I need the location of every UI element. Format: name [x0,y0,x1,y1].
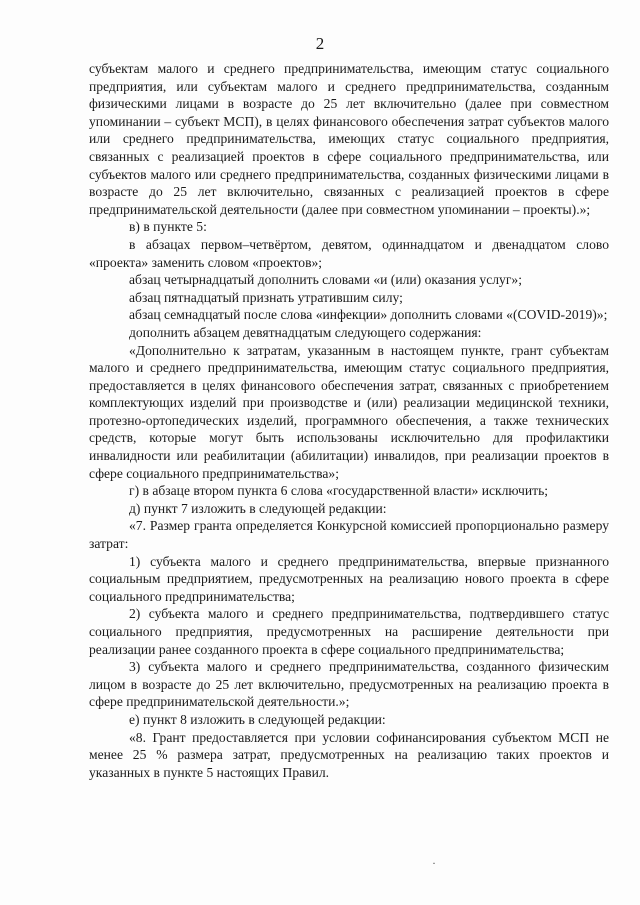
scan-speck: · [432,856,436,870]
paragraph: абзац семнадцатый после слова «инфекции» дополнить словами «(COVID-2019)»; [129,307,608,323]
paragraph: в абзацах первом–четвёртом, девятом, одиннадцатом и двенадцатом слово «проекта» заменить словом «проектов»; [89,236,609,270]
list-item: 1) субъекта малого и среднего предпринимательства, впервые признанного социальным предприятием, предусмотренных на реализацию нового проекта в сфере социального предпринимательства; [89,553,609,604]
paragraph: абзац пятнадцатый признать утратившим силу; [129,289,403,305]
quoted-paragraph: «8. Грант предоставляется при условии софинансирования субъектом МСП не менее 25 % размера затрат, предусмотренных на реализацию таких проектов и указанных в пункте 5 настоящих Правил. [89,729,609,780]
paragraph: дополнить абзацем девятнадцатым следующего содержания: [129,324,482,340]
paragraph: абзац четырнадцатый дополнить словами «и (или) оказания услуг»; [129,272,522,288]
quoted-paragraph: «Дополнительно к затратам, указанным в настоящем пункте, грант субъектам малого и среднего предпринимательства, имеющим статус социального предприятия, предоставляется в целях финансового обеспечения затрат, связанных с приобретением комплектующих изделий при производстве и (или) реализации медицинской техники, протезно-ортопедических изделий, программного обеспечения, а также технических средств, которые могут быть использованы исключительно для профилактики инвалидности или реабилитации (абилитации) инвалидов, при реализации проектов в сфере социального предпринимательства»; [89,342,609,481]
quoted-paragraph: «7. Размер гранта определяется Конкурсной комиссией пропорционально размеру затрат: [89,518,609,552]
paragraph-item-v: в) в пункте 5: [129,219,207,235]
list-item: 3) субъекта малого и среднего предпринимательства, созданного физическим лицом в возрасте до 25 лет включительно, предусмотренных на реализацию проекта в сфере предпринимательской деятельности.»; [89,659,609,710]
paragraph-item-g: г) в абзаце втором пункта 6 слова «государственной власти» исключить; [129,483,549,499]
paragraph-continuation: субъектам малого и среднего предпринимательства, имеющим статус социального предприятия, или субъектам малого и среднего предпринимательства, созданным физическими лицами в возрасте до 25 лет включительно (далее при совместном упоминании – субъект МСП), в целях финансового обеспечения затрат субъектов малого или среднего предпринимательства, имеющих статус социального предприятия, связанных с реализацией проектов в сфере социального предпринимательства, или субъектов малого или среднего предпринимательства, созданных физическими лицами в возрасте до 25 лет включительно, связанных с реализацией проектов в сфере предпринимательской деятельности (далее при совместном упоминании – проекты).»; [89,61,609,217]
paragraph-item-e: е) пункт 8 изложить в следующей редакции: [129,711,386,727]
page-number: 2 [315,34,325,53]
list-item: 2) субъекта малого и среднего предпринимательства, подтвердившего статус социального предприятия, предусмотренных на расширение деятельности при реализации ранее созданного проекта в сфере социального предпринимательства; [89,606,609,657]
document-body [89,60,609,781]
paragraph-item-d: д) пункт 7 изложить в следующей редакции: [129,500,387,516]
